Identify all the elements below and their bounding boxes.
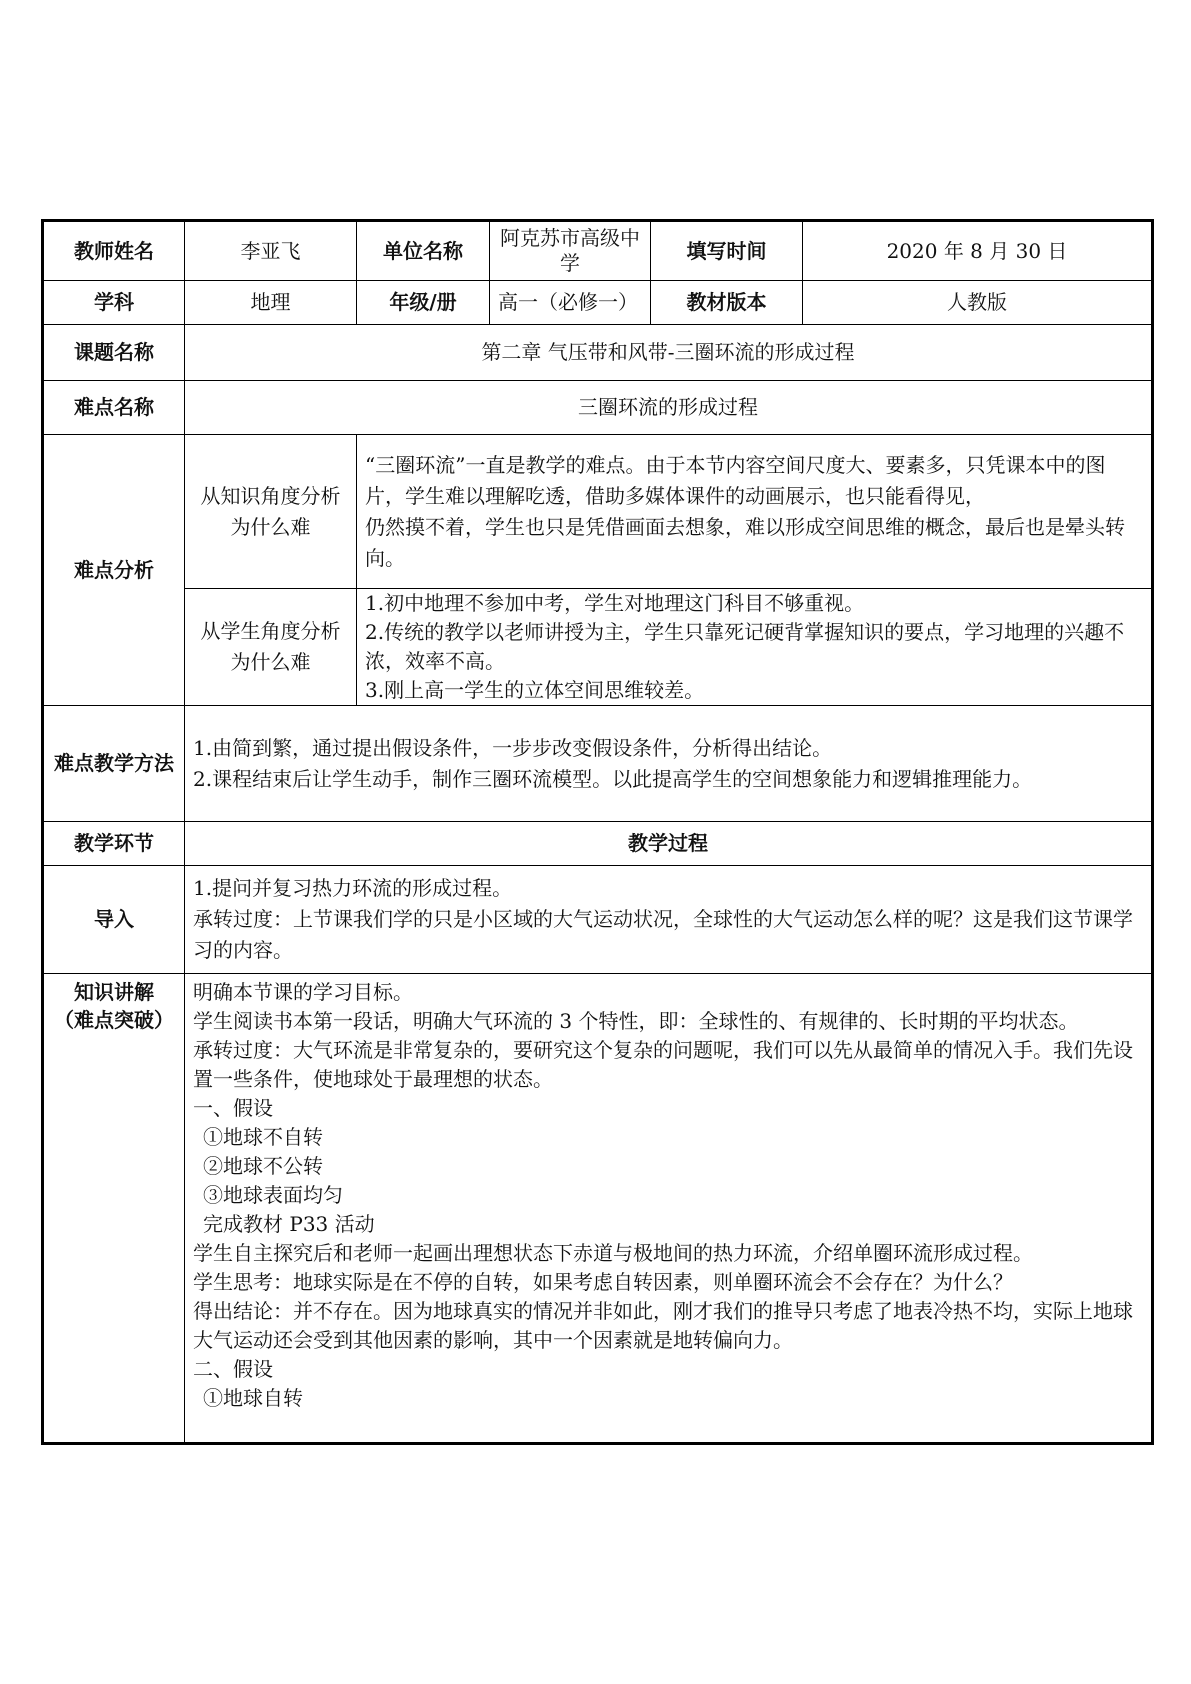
- lecture-line-9: 学生自主探究后和老师一起画出理想状态下赤道与极地间的热力环流，介绍单圈环流形成过程。: [193, 1241, 1033, 1265]
- analysis-student-row: [43, 589, 1153, 706]
- knowledge-angle-text: [357, 435, 1153, 589]
- intro-line-2: 承转过度：上节课我们学的只是小区域的大气运动状况，全球性的大气运动怎么样的呢？这是我们这节课学习的内容。: [193, 907, 1133, 962]
- teacher-name-value: 李亚飞: [185, 221, 357, 281]
- grade-value: 高一（必修一）: [490, 281, 651, 325]
- lecture-line-7: ③地球表面均匀: [203, 1183, 343, 1207]
- lecture-row: [43, 974, 1153, 1444]
- difficulty-row: [43, 381, 1153, 435]
- lecture-line-2: 学生阅读书本第一段话，明确大气环流的 3 个特性，即：全球性的、有规律的、长时期的平均状态。: [193, 1009, 1079, 1033]
- method-label: 难点教学方法: [43, 706, 185, 822]
- student-angle-text: [357, 589, 1153, 706]
- fill-date-value: 2020 年 8 月 30 日: [803, 221, 1153, 281]
- method-line-2: 2.课程结束后让学生动手，制作三圈环流模型。以此提高学生的空间想象能力和逻辑推理能力。: [193, 766, 1033, 791]
- lecture-line-1: 明确本节课的学习目标。: [193, 980, 413, 1004]
- edition-value: 人教版: [803, 281, 1153, 325]
- teaching-process-header: 教学过程: [185, 822, 1153, 866]
- process-header-row: [43, 822, 1153, 866]
- student-text-line-2: 2.传统的教学以老师讲授为主，学生只靠死记硬背掌握知识的要点，学习地理的兴趣不浓，效率不高。: [365, 620, 1125, 673]
- header-row-1: [43, 221, 1153, 281]
- lecture-label-line-2: （难点突破）: [54, 1008, 174, 1032]
- student-angle-label: 从学生角度分析为什么难: [185, 589, 357, 706]
- lecture-line-11: 得出结论：并不存在。因为地球真实的情况并非如此，刚才我们的推导只考虑了地表冷热不均，实际上地球大气运动还会受到其他因素的影响，其中一个因素就是地转偏向力。: [193, 1299, 1133, 1352]
- student-text-line-3: 3.刚上高一学生的立体空间思维较差。: [365, 678, 705, 702]
- knowledge-text-para-2: 仍然摸不着，学生也只是凭借画面去想象，难以形成空间思维的概念，最后也是晕头转向。: [365, 514, 1125, 570]
- lecture-text: [185, 974, 1153, 1444]
- intro-text: [185, 866, 1153, 974]
- student-text-line-1: 1.初中地理不参加中考，学生对地理这门科目不够重视。: [365, 591, 865, 615]
- method-row: [43, 706, 1153, 822]
- lecture-line-3: 承转过度：大气环流是非常复杂的，要研究这个复杂的问题呢，我们可以先从最简单的情况入手。我们先设置一些条件，使地球处于最理想的状态。: [193, 1038, 1133, 1091]
- difficulty-label: 难点名称: [43, 381, 185, 435]
- analysis-knowledge-row: [43, 435, 1153, 589]
- subject-label: 学科: [43, 281, 185, 325]
- intro-label: 导入: [43, 866, 185, 974]
- analysis-label: 难点分析: [43, 435, 185, 706]
- intro-row: [43, 866, 1153, 974]
- unit-name-value: 阿克苏市高级中学: [490, 221, 651, 281]
- topic-label: 课题名称: [43, 325, 185, 381]
- knowledge-text-para-1: “三圈环流”一直是教学的难点。由于本节内容空间尺度大、要素多，只凭课本中的图片，学生难以理解吃透，借助多媒体课件的动画展示，也只能看得见，: [365, 452, 1106, 508]
- teacher-name-label: 教师姓名: [43, 221, 185, 281]
- knowledge-angle-label: 从知识角度分析为什么难: [185, 435, 357, 589]
- header-row-2: [43, 281, 1153, 325]
- lecture-line-8: 完成教材 P33 活动: [203, 1212, 375, 1236]
- lecture-line-12: 二、假设: [193, 1357, 273, 1381]
- method-text: [185, 706, 1153, 822]
- intro-line-1: 1.提问并复习热力环流的形成过程。: [193, 876, 513, 900]
- lecture-label: [43, 974, 185, 1444]
- lecture-line-5: ①地球不自转: [203, 1125, 323, 1149]
- teaching-stage-header: 教学环节: [43, 822, 185, 866]
- lecture-line-6: ②地球不公转: [203, 1154, 323, 1178]
- topic-value: 第二章 气压带和风带-三圈环流的形成过程: [185, 325, 1153, 381]
- edition-label: 教材版本: [651, 281, 803, 325]
- fill-date-label: 填写时间: [651, 221, 803, 281]
- lecture-label-line-1: 知识讲解: [74, 980, 154, 1004]
- method-line-1: 1.由简到繁，通过提出假设条件，一步步改变假设条件，分析得出结论。: [193, 735, 833, 760]
- lecture-line-10: 学生思考：地球实际是在不停的自转，如果考虑自转因素，则单圈环流会不会存在？为什么？: [193, 1270, 1013, 1294]
- subject-value: 地理: [185, 281, 357, 325]
- grade-label: 年级/册: [357, 281, 490, 325]
- lecture-line-4: 一、假设: [193, 1096, 273, 1120]
- lesson-plan-page: [41, 219, 1151, 1445]
- topic-row: [43, 325, 1153, 381]
- lecture-line-13: ①地球自转: [203, 1386, 303, 1410]
- unit-name-label: 单位名称: [357, 221, 490, 281]
- difficulty-value: 三圈环流的形成过程: [185, 381, 1153, 435]
- lesson-plan-table: [41, 219, 1154, 1445]
